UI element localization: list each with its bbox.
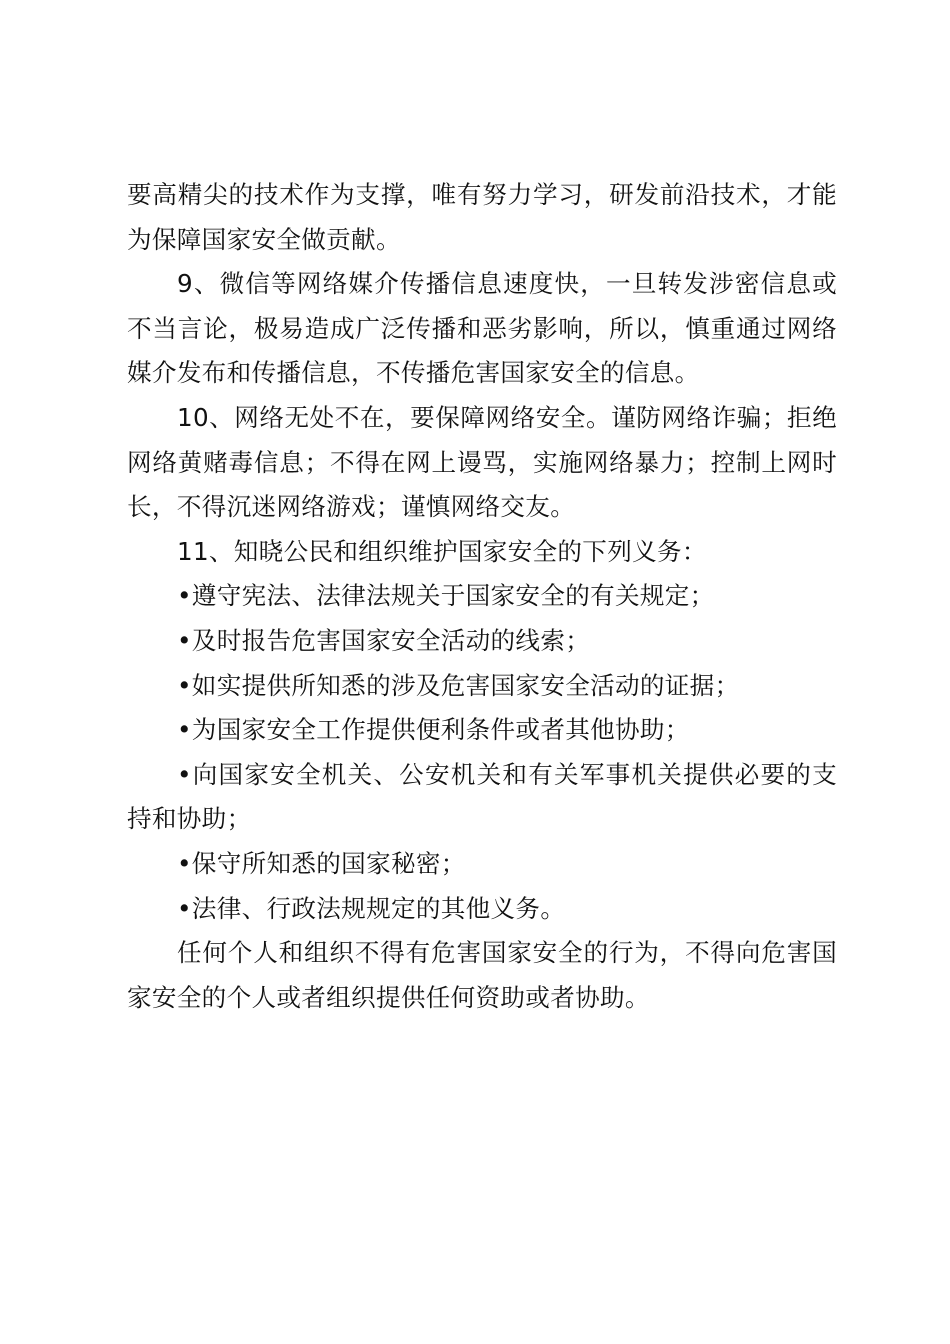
duty-bullet-2: •及时报告危害国家安全活动的线索； — [177, 625, 591, 655]
duty-bullet-4: •为国家安全工作提供便利条件或者其他协助； — [177, 715, 690, 745]
closing-paragraph: 任何个人和组织不得有危害国家安全的行为，不得向危害国家安全的个人或者组织提供任何资助或者协助。 — [127, 938, 837, 1012]
duty-bullet-3: •如实提供所知悉的涉及危害国家安全活动的证据； — [177, 670, 740, 700]
duty-bullet-6: •保守所知悉的国家秘密； — [177, 848, 466, 878]
duty-bullet-1: •遵守宪法、法律法规关于国家安全的有关规定； — [177, 581, 715, 611]
paragraph-item-11: 11、知晓公民和组织维护国家安全的下列义务： — [177, 536, 707, 566]
document-body — [127, 173, 837, 1020]
duty-bullet-7: •法律、行政法规规定的其他义务。 — [177, 893, 566, 923]
paragraph-item-10: 10、网络无处不在，要保障网络安全。谨防网络诈骗；拒绝网络黄赌毒信息；不得在网上谩骂，实施网络暴力；控制上网时长，不得沉迷网络游戏；谨慎网络交友。 — [127, 402, 837, 522]
duty-bullet-5: •向国家安全机关、公安机关和有关军事机关提供必要的支持和协助； — [127, 759, 837, 834]
paragraph-continuation: 要高精尖的技术作为支撑，唯有努力学习，研发前沿技术，才能为保障国家安全做贡献。 — [127, 180, 837, 254]
paragraph-item-9: 9、微信等网络媒介传播信息速度快，一旦转发涉密信息或不当言论，极易造成广泛传播和恶劣影响，所以，慎重通过网络媒介发布和传播信息，不传播危害国家安全的信息。 — [127, 269, 837, 388]
